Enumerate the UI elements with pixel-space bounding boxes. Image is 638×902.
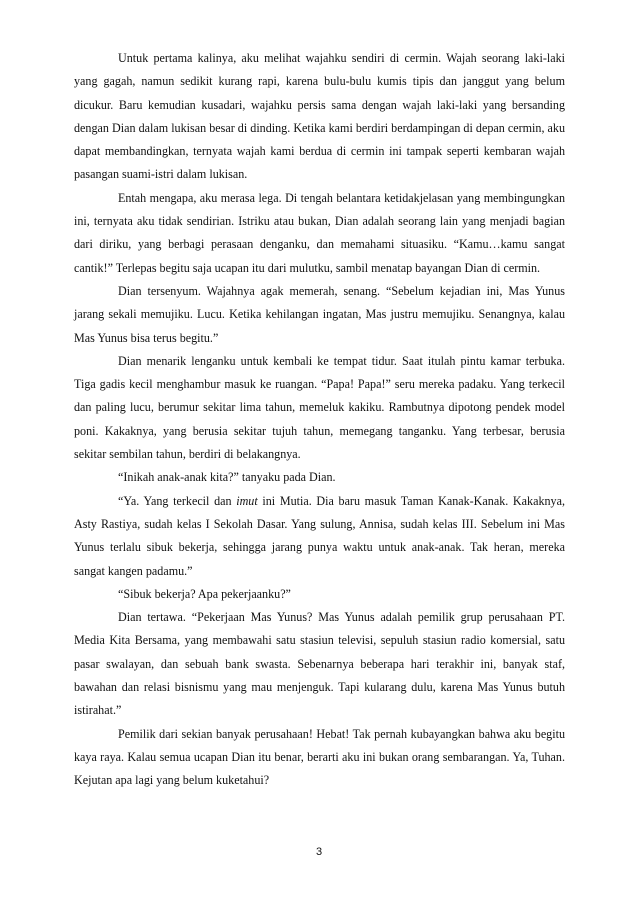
document-body — [74, 47, 565, 793]
paragraph: “Inikah anak-anak kita?” tanyaku pada Dian. — [118, 470, 336, 485]
paragraph-text: ini Mutia. Dia baru masuk Taman Kanak-Kanak. Kakaknya, Asty Rastiya, sudah kelas I Sekolah Dasar. Yang sulung, Annisa, sudah kelas III. Sebelum ini Mas Yunus terlalu sibuk bekerja, sehingga jarang punya waktu untuk anak-anak. Tak heran, mereka sangat kangen padamu.” — [74, 493, 565, 578]
paragraph: Untuk pertama kalinya, aku melihat wajahku sendiri di cermin. Wajah seorang laki-laki yang gagah, namun sedikit kurang rapi, karena bulu-bulu kumis tipis dan janggut yang belum dicukur. Baru kemudian kusadari, wajahku persis sama dengan wajah laki-laki yang bersanding dengan Dian dalam lukisan besar di dinding. Ketika kami berdiri berdampingan di depan cermin, aku dapat membandingkan, ternyata wajah kami berdua di cermin ini tampak seperti kembaran wajah pasangan suami-istri dalam lukisan. — [74, 51, 565, 182]
paragraph: Dian menarik lenganku untuk kembali ke tempat tidur. Saat itulah pintu kamar terbuka. Tiga gadis kecil menghambur masuk ke ruangan. “Papa! Papa!” seru mereka padaku. Yang terkecil dan paling lucu, berumur sekitar lima tahun, memeluk kakiku. Rambutnya dipotong pendek model poni. Kakaknya, yang berusia sekitar tujuh tahun, memegang tanganku. Yang terbesar, berusia sekitar sembilan tahun, berdiri di belakangnya. — [74, 353, 565, 462]
paragraph-text: “Ya. Yang terkecil dan — [118, 493, 237, 508]
paragraph: Pemilik dari sekian banyak perusahaan! Hebat! Tak pernah kubayangkan bahwa aku begitu kaya raya. Kalau semua ucapan Dian itu benar, berarti aku ini bukan orang sembarangan. Ya, Tuhan. Kejutan apa lagi yang belum kuketahui? — [74, 726, 565, 788]
paragraph: “Sibuk bekerja? Apa pekerjaanku?” — [118, 586, 291, 601]
paragraph: Entah mengapa, aku merasa lega. Di tengah belantara ketidakjelasan yang membingungkan ini, ternyata aku tidak sendirian. Istriku atau bukan, Dian adalah seorang lain yang menjadi bagian dari diriku, yang berbagi perasaan denganku, dan memahami situasiku. “Kamu…kamu sangat cantik!” Terlepas begitu saja ucapan itu dari mulutku, sambil menatap bayangan Dian di cermin. — [74, 190, 565, 275]
paragraph: Dian tertawa. “Pekerjaan Mas Yunus? Mas Yunus adalah pemilik grup perusahaan PT. Media Kita Bersama, yang membawahi satu stasiun televisi, sepuluh stasiun radio komersial, satu pasar swalayan, dan sebuah bank swasta. Sebenarnya beberapa hari terakhir ini, banyak staf, bawahan dan relasi bisnismu yang mau menjenguk. Tapi kularang dulu, karena Mas Yunus butuh istirahat.” — [74, 610, 565, 718]
paragraph: Dian tersenyum. Wajahnya agak memerah, senang. “Sebelum kejadian ini, Mas Yunus jarang sekali memujiku. Lucu. Ketika kehilangan ingatan, Mas justru memujiku. Senangnya, kalau Mas Yunus bisa terus begitu.” — [74, 283, 565, 345]
paragraph — [74, 490, 565, 583]
page-number: 3 — [315, 846, 323, 858]
italic-word: imut — [236, 493, 258, 508]
